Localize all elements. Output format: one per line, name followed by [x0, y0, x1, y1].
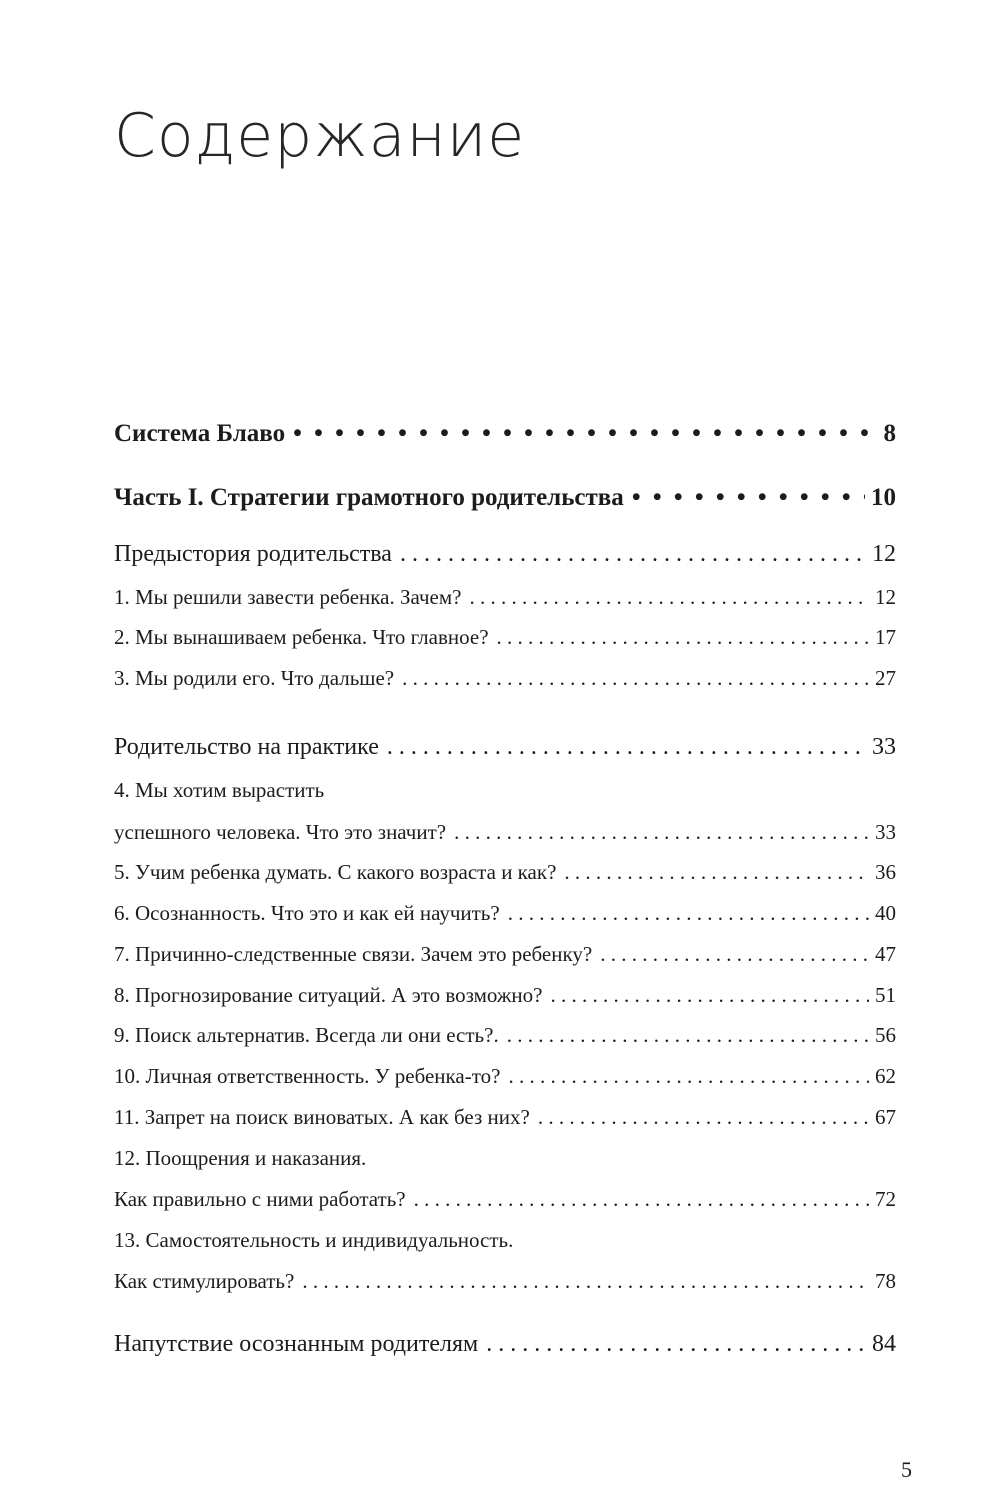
dot-leader	[508, 1064, 869, 1089]
dot-leader	[538, 1105, 869, 1130]
dot-leader	[400, 541, 866, 568]
dot-leader	[486, 1331, 866, 1358]
toc-entry[interactable]	[114, 420, 896, 448]
toc-entry-label: 11. Запрет на поиск виноватых. А как без них?	[114, 1105, 530, 1129]
dot-leader	[302, 1269, 869, 1294]
toc-entry[interactable]	[114, 1105, 896, 1130]
toc-entry-label: 6. Осознанность. Что это и как ей научить?	[114, 901, 500, 925]
toc-entry-page: 33	[872, 734, 896, 760]
toc-entry-label: Предыстория родительства	[114, 541, 392, 567]
dot-leader	[387, 734, 866, 761]
toc-entry-label: Родительство на практике	[114, 734, 379, 760]
dot-leader	[507, 1023, 869, 1048]
toc-entry-label: Как правильно с ними работать?	[114, 1187, 406, 1211]
dot-leader	[293, 420, 877, 448]
toc-entry-page: 40	[875, 901, 896, 925]
toc-entry[interactable]	[114, 1269, 896, 1294]
toc-entry[interactable]	[114, 860, 896, 885]
toc-entry-label: 2. Мы вынашиваем ребенка. Что главное?	[114, 625, 489, 649]
toc-entry-label: 8. Прогнозирование ситуаций. А это возможно?	[114, 983, 543, 1007]
page-title: Содержание	[114, 101, 526, 171]
toc-entry-label: 7. Причинно-следственные связи. Зачем это ребенку?	[114, 942, 593, 966]
dot-leader	[497, 625, 869, 650]
toc-entry-label-line1: 12. Поощрения и наказания.	[114, 1146, 367, 1170]
toc-entry-label: Система Блаво	[114, 420, 286, 447]
toc-entry-label: Как стимулировать?	[114, 1269, 295, 1293]
toc-entry[interactable]	[114, 1023, 896, 1048]
toc-entry-page: 33	[875, 820, 896, 844]
dot-leader	[469, 585, 869, 610]
toc-entry-page: 12	[875, 585, 896, 609]
toc-entry-page: 78	[875, 1269, 896, 1293]
toc-entry-page: 47	[875, 942, 896, 966]
toc-entry-page: 56	[875, 1023, 896, 1047]
toc-entry[interactable]	[114, 1187, 896, 1212]
toc-entry-label: 10. Личная ответственность. У ребенка-то?	[114, 1064, 501, 1088]
toc-entry-label: 9. Поиск альтернатив. Всегда ли они есть?.	[114, 1023, 499, 1047]
toc-entry-label: Напутствие осознанным родителям	[114, 1331, 479, 1357]
toc-entry-page: 36	[875, 860, 896, 884]
toc-entry-label: 5. Учим ребенка думать. С какого возраста и как?	[114, 860, 557, 884]
toc-entry-page: 10	[871, 484, 896, 511]
dot-leader	[454, 820, 869, 845]
toc-entry[interactable]	[114, 625, 896, 650]
toc-entry[interactable]	[114, 541, 896, 568]
toc-entry[interactable]	[114, 983, 896, 1008]
toc-entry-page: 62	[875, 1064, 896, 1088]
toc-entry-label-line1: 4. Мы хотим вырастить	[114, 778, 325, 802]
toc-entry-page: 84	[872, 1331, 896, 1357]
toc-entry-page: 67	[875, 1105, 896, 1129]
toc-entry[interactable]	[114, 666, 896, 691]
dot-leader	[414, 1187, 869, 1212]
dot-leader	[508, 901, 869, 926]
dot-leader	[600, 942, 869, 967]
toc-entry-page: 8	[883, 420, 896, 447]
toc-entry[interactable]	[114, 942, 896, 967]
toc-entry[interactable]	[114, 820, 896, 845]
toc-entry-label: 3. Мы родили его. Что дальше?	[114, 666, 395, 690]
dot-leader	[550, 983, 869, 1008]
dot-leader	[564, 860, 869, 885]
dot-leader	[402, 666, 869, 691]
toc-entry-label-line1: 13. Самостоятельность и индивидуальность.	[114, 1228, 514, 1252]
toc-entry[interactable]	[114, 585, 896, 610]
toc-entry-label: 1. Мы решили завести ребенка. Зачем?	[114, 585, 462, 609]
toc-entry-page: 17	[875, 625, 896, 649]
toc-entry-page: 27	[875, 666, 896, 690]
footer-page-number: 5	[901, 1457, 912, 1482]
toc-entry[interactable]	[114, 484, 896, 512]
toc-entry-page: 72	[875, 1187, 896, 1211]
toc-entry-label: Часть I. Стратегии грамотного родительства	[114, 484, 624, 511]
toc-entry[interactable]	[114, 901, 896, 926]
toc-entry[interactable]	[114, 734, 896, 761]
toc-entry-label: успешного человека. Что это значит?	[114, 820, 447, 844]
dot-leader	[632, 484, 865, 512]
toc-entry-page: 12	[872, 541, 896, 567]
toc-entry-page: 51	[875, 983, 896, 1007]
toc-entry[interactable]	[114, 1064, 896, 1089]
toc-entry[interactable]	[114, 1331, 896, 1358]
